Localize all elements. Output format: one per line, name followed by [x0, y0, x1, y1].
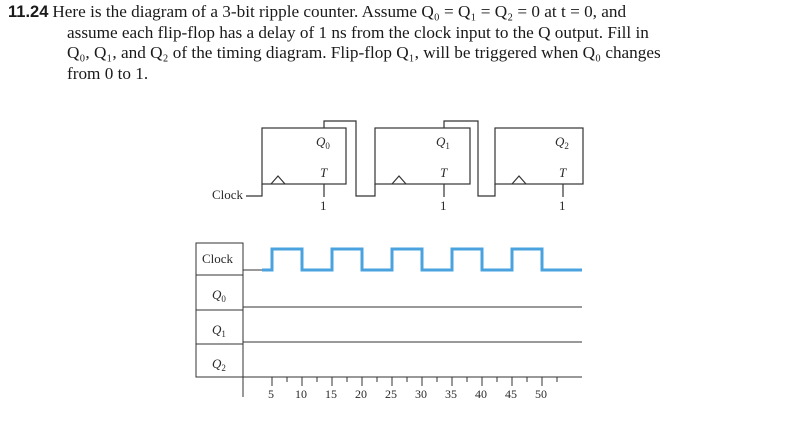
q0-to-ff1-wire: [324, 121, 375, 196]
tick-label-40: 40: [475, 387, 487, 401]
flipflop-0-box: [262, 128, 346, 184]
clock-waveform: [262, 249, 582, 270]
tick-label-20: 20: [355, 387, 367, 401]
timing-row-q2-label: $Q_2$: [212, 356, 226, 373]
flipflop-2-box: [495, 128, 583, 184]
tick-label-50: 50: [535, 387, 547, 401]
flipflop-0-output-label: $Q_0$: [316, 134, 330, 151]
flipflop-1-box: [375, 128, 470, 184]
tick-label-45: 45: [505, 387, 517, 401]
tick-label-5: 5: [268, 387, 274, 401]
tick-label-10: 10: [295, 387, 307, 401]
tick-label-15: 15: [325, 387, 337, 401]
flipflop-1-tie-label: 1: [440, 198, 447, 213]
tick-label-25: 25: [385, 387, 397, 401]
problem-number: 11.24: [8, 3, 49, 21]
timing-row-q1-label: $Q_1$: [212, 322, 226, 339]
flipflop-1-input-label: T: [440, 165, 448, 180]
flipflop-2-output-label: $Q_2$: [555, 134, 569, 151]
circuit-clock-label: Clock: [212, 187, 244, 202]
counter-circuit: [246, 121, 583, 197]
flipflop-0-tie-label: 1: [320, 198, 327, 213]
problem-line-2: assume each flip-flop has a delay of 1 ns from the clock input to the Q output. Fill in: [67, 22, 649, 42]
problem-line-1: Here is the diagram of a 3-bit ripple counter. Assume Q₀ = Q₁ = Q₂ = 0 at t = 0, and: [52, 2, 627, 21]
flipflop-2-clock-triangle: [512, 176, 526, 184]
flipflop-2-input-label: T: [559, 165, 567, 180]
problem-line-3: Q₀, Q₁, and Q₂ of the timing diagram. Flip-flop Q₁, will be triggered when Q₀ changes: [67, 43, 661, 62]
tick-label-30: 30: [415, 387, 427, 401]
flipflop-1-clock-triangle: [392, 176, 406, 184]
timing-row-q0-label: $Q_0$: [212, 287, 226, 304]
problem-line-4: from 0 to 1.: [67, 63, 149, 83]
timing-row-clock-label: Clock: [202, 251, 234, 266]
flipflop-1-output-label: $Q_1$: [436, 134, 450, 151]
tick-label-35: 35: [445, 387, 457, 401]
flipflop-0-clock-triangle: [271, 176, 285, 184]
flipflop-0-input-label: T: [320, 165, 328, 180]
clock-wire: [246, 184, 262, 196]
flipflop-2-tie-label: 1: [559, 198, 566, 213]
timing-diagram: [196, 243, 582, 401]
